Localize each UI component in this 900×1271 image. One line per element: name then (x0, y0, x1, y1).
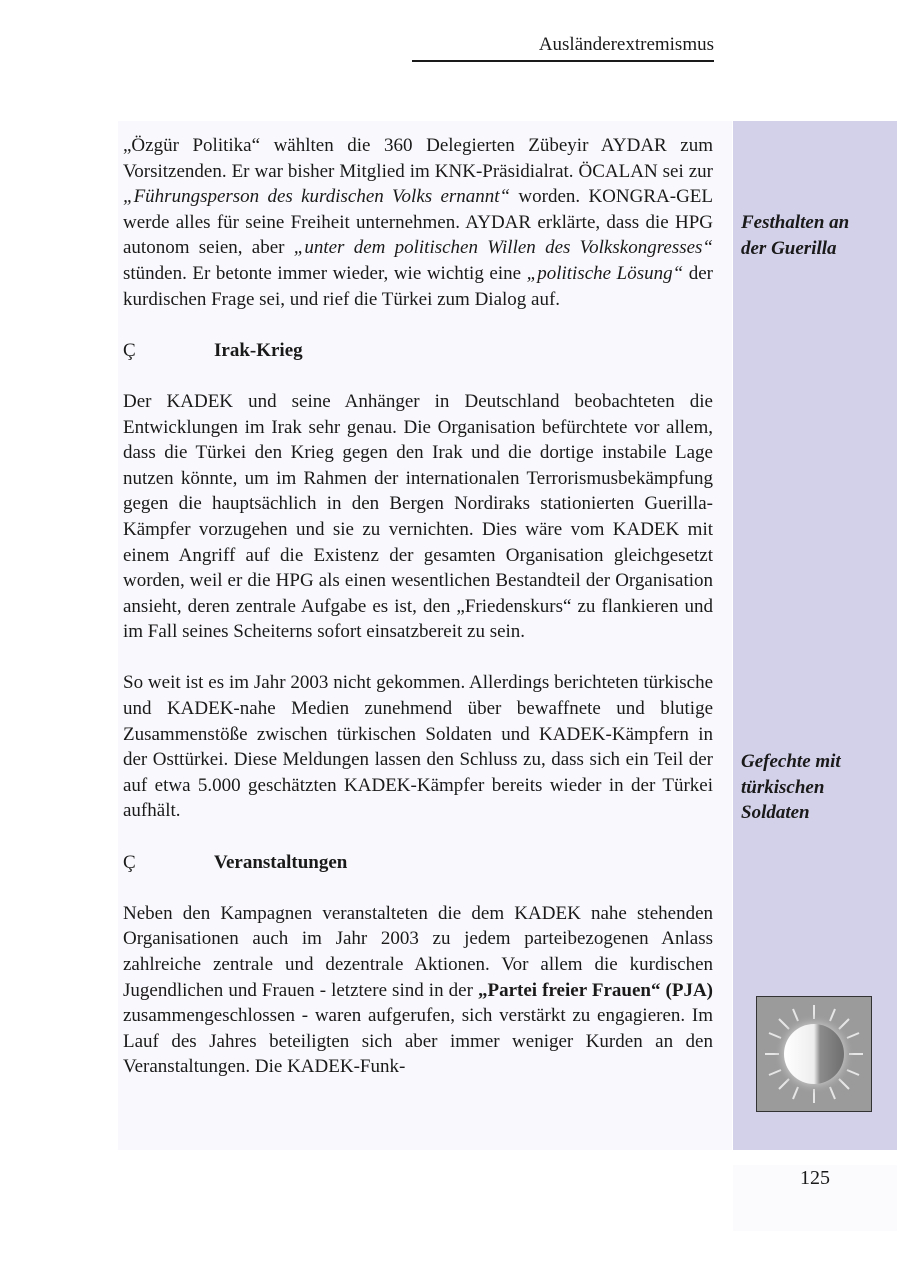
paragraph-1-text-a: „Özgür Politika“ wählten die 360 Delegierten Zübeyir AYDAR zum Vorsitzenden. Er war bisher Mitglied im KNK-Präsidialrat. ÖCALAN sei zur (123, 135, 713, 182)
paragraph-2: Der KADEK und seine Anhänger in Deutschland beobachteten die Entwicklungen im Irak sehr genau. Die Organisation befürchtete vor allem, dass die Türkei den Krieg gegen den Irak und die dortige instabile Lage nutzen könnte, um im Rahmen der internationalen Terrorismusbekämpfung gegen die hauptsächlich in den Bergen Nordiraks stationierten Guerilla-Kämpfer vorzugehen und sie zu vernichten. Dies wäre vom KADEK mit einem Angriff auf die Existenz der gesamten Organisation gleichgesetzt worden, weil er die HPG als einen wesentlichen Bestandteil der Organisation ansieht, deren zentrale Aufgabe es ist, den „Friedenskurs“ zu flankieren und im Fall seines Scheiterns sofort einsatzbereit zu sein. (123, 390, 713, 643)
section-heading-veranstaltungen (123, 850, 713, 876)
section-heading-text: Veranstaltungen (214, 851, 348, 873)
sun-emblem-icon (756, 996, 872, 1112)
margin-note-line: der Guerilla (741, 237, 837, 259)
margin-note-line: Gefechte mit (741, 751, 841, 772)
paragraph-1-quote-b: „unter dem politischen Willen des Volkskongresses“ (293, 237, 713, 259)
paragraph-4-text-b: zusammengeschlossen - waren aufgerufen, sich verstärkt zu engagieren. Im Lauf des Jahres beteiligten sich aber immer weniger Kurden an den Veranstaltungen. Die KADEK-Funk- (123, 1005, 713, 1078)
paragraph-1-text-b: worden. KONGRA-GEL werde alles für seine Freiheit unternehmen. AYDAR erklärte, dass die HPG autonom seien, aber (123, 186, 713, 259)
margin-note-line: Festhalten an (741, 212, 850, 233)
section-heading-irak-krieg (123, 338, 713, 364)
bullet-icon: Ç (123, 851, 136, 873)
paragraph-1 (123, 133, 713, 312)
paragraph-3: So weit ist es im Jahr 2003 nicht gekommen. Allerdings berichteten türkische und KADEK-nahe Medien zunehmend über bewaffnete und blutige Zusammenstöße zwischen türkischen Soldaten und KADEK-Kämpfern in der Osttürkei. Diese Meldungen lassen den Schluss zu, dass sich ein Teil der auf etwa 5.000 geschätzten KADEK-Kämpfer bereits wieder in der Türkei aufhält. (123, 672, 713, 822)
running-header: Ausländerextremismus (412, 34, 714, 62)
paragraph-1-text-c: stünden. Er betonte immer wieder, wie wichtig eine (123, 262, 527, 284)
paragraph-4-bold: „Partei freier Frauen“ (PJA) (477, 979, 713, 1001)
section-heading-text: Irak-Krieg (214, 339, 303, 361)
paragraph-4-text-a: Neben den Kampagnen veranstalteten die dem KADEK nahe stehenden Organisationen auch im Jahr 2003 zu jedem parteibezogenen Anlass zahlreiche zentrale und dezentrale Aktionen. Vor allem die kurdischen Jugendlichen und Frauen - letztere sind in der (123, 902, 713, 1001)
bullet-icon: Ç (123, 339, 136, 361)
margin-note-line: türkischen (741, 776, 825, 798)
paragraph-1-text-d: der kurdischen Frage sei, und rief die Türkei zum Dialog auf. (123, 262, 714, 310)
paragraph-1-quote-a: „Führungsperson des kurdischen Volks ernannt“ (123, 186, 511, 208)
paragraph-1-quote-c: „politische Lösung“ (526, 262, 684, 284)
paragraph-4 (123, 901, 713, 1080)
margin-note-gefechte (741, 749, 891, 826)
margin-note-guerilla (741, 210, 891, 261)
margin-note-line: Soldaten (741, 802, 810, 824)
page-number: 125 (800, 1167, 830, 1189)
body-text (123, 133, 713, 1080)
